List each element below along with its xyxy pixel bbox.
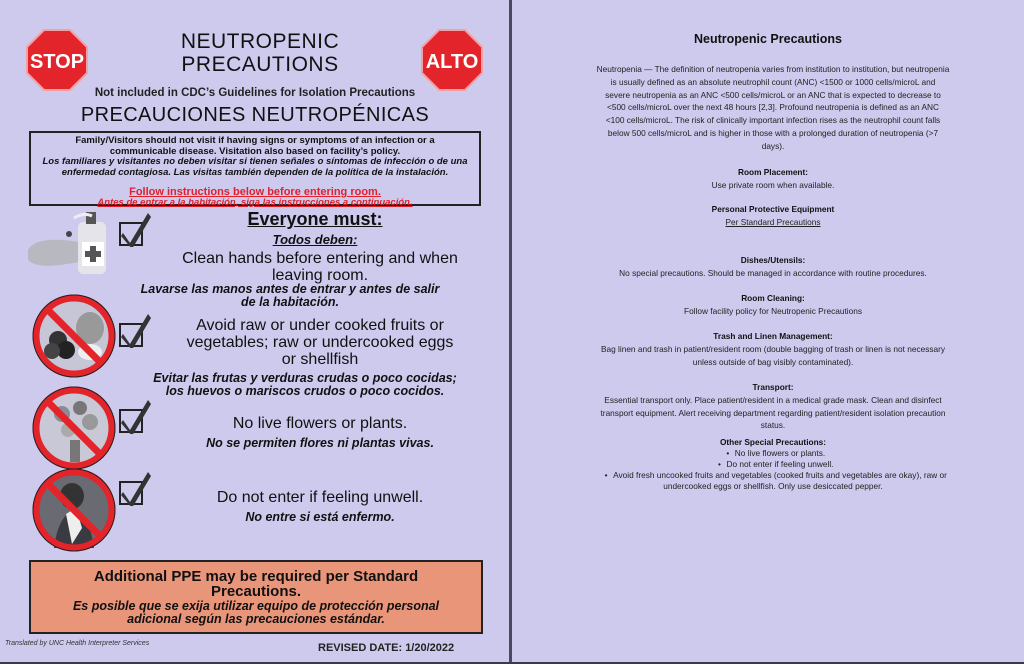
section-heading: Other Special Precautions:	[719, 437, 827, 447]
section-heading: Personal Protective Equipment	[711, 204, 835, 214]
trash-linen-section	[552, 330, 994, 368]
intro-line: <500 cells/microL over the next 48 hours [2,3]. Profound neutropenia is defined as an ANC	[606, 102, 939, 113]
title-line-2: PRECAUTIONS	[181, 53, 339, 76]
poster-title	[130, 30, 390, 76]
bullet-text: Do not enter if feeling unwell.	[726, 459, 834, 469]
instruction-no-flowers	[150, 415, 490, 450]
visitors-es-1: Los familiares y visitantes no deben visitar si tienen señales o síntomas de infección o de una	[42, 156, 468, 167]
instruction-feeling-unwell	[150, 489, 490, 524]
neutropenia-definition	[552, 63, 994, 153]
section-heading: Dishes/Utensils:	[740, 255, 806, 265]
instruction-es: de la habitación.	[241, 295, 339, 309]
stop-sign-text: STOP	[29, 51, 85, 73]
room-cleaning-section	[552, 292, 994, 318]
bullet-continuation: undercooked eggs or shellfish. Only use desiccated pepper.	[663, 481, 883, 491]
checkbox-checked-icon	[118, 211, 154, 247]
additional-ppe-box	[29, 560, 483, 634]
instruction-es: Lavarse las manos antes de entrar y antes de salir	[140, 282, 440, 296]
section-text: Bag linen and trash in patient/resident room (double bagging of trash or linen is not necessary	[600, 343, 946, 354]
title-line-1: NEUTROPENIC	[180, 30, 340, 53]
not-included-note: Not included in CDC’s Guidelines for Isolation Precautions	[94, 87, 416, 99]
section-heading: Transport:	[752, 382, 794, 392]
bullet-item	[552, 459, 994, 470]
intro-line: below 500 cells/microL and is higher in those with a prolonged duration of neutropenia (>7	[607, 127, 939, 138]
no-sick-visitors-icon	[32, 468, 116, 552]
intro-line: is usually defined as an absolute neutrophil count (ANC) <1500 or 1000 cells/microL and	[610, 76, 936, 87]
bullet-item	[552, 448, 994, 459]
instruction-en: or shellfish	[281, 351, 359, 368]
instruction-en: No live flowers or plants.	[232, 415, 408, 432]
instruction-es: los huevos o mariscos crudos o poco cocidos.	[165, 384, 445, 398]
follow-instructions-en: Follow instructions below before entering room.	[129, 186, 381, 198]
ppe-en-2: Precautions.	[210, 583, 302, 600]
other-precautions-section	[552, 437, 994, 492]
bullet-text: Avoid fresh uncooked fruits and vegetables (cooked fruits and vegetables are okay), raw or	[613, 470, 947, 480]
section-text: transport equipment. Alert receiving department regarding patient/resident isolation precaution	[600, 407, 946, 418]
section-text: No special precautions. Should be managed in accordance with routine procedures.	[619, 267, 927, 278]
section-heading: Trash and Linen Management:	[713, 331, 833, 341]
section-heading: Room Placement:	[737, 167, 809, 177]
instruction-es: No entre si está enfermo.	[245, 510, 395, 524]
left-page-poster	[0, 0, 509, 662]
document-title: Neutropenic Precautions	[694, 32, 842, 46]
revised-date: REVISED DATE: 1/20/2022	[318, 642, 455, 654]
visitors-notice-box	[29, 131, 481, 206]
instruction-avoid-raw-food	[150, 317, 490, 368]
intro-line: severe neutropenia as an ANC <500 cells/microL or an ANC that is expected to decrease to	[605, 89, 941, 100]
poster-title-spanish: PRECAUCIONES NEUTROPÉNICAS	[80, 104, 430, 126]
section-text: Essential transport only. Place patient/resident in a medical grade mask. Clean and disinfect	[604, 394, 942, 405]
bullet-icon: •	[726, 448, 730, 458]
instruction-clean-hands	[150, 250, 490, 284]
stop-sign-icon	[26, 29, 88, 91]
checkbox-checked-icon	[118, 398, 154, 434]
section-text: Use private room when available.	[711, 179, 835, 190]
checkbox-checked-icon	[118, 312, 154, 348]
instruction-es: Evitar las frutas y verduras crudas o poco cocidas;	[153, 371, 457, 385]
intro-line: Neutropenia — The definition of neutropenia varies from institution to institution, but neutropenia	[596, 64, 950, 74]
instruction-clean-hands-es	[100, 283, 480, 309]
instruction-en: Clean hands before entering and when	[182, 250, 458, 267]
instruction-es: No se permiten flores ni plantas vivas.	[206, 436, 434, 450]
bullet-icon: •	[604, 470, 608, 480]
right-page-document	[512, 0, 1024, 662]
translated-by-note: Translated by UNC Health Interpreter Services	[5, 640, 150, 647]
visitors-es-2: enfermedad contagiosa. Las visitas también dependen de la política de la instalación.	[61, 166, 449, 178]
instruction-en: leaving room.	[271, 267, 369, 284]
section-text: status.	[760, 420, 786, 431]
checkbox-checked-icon	[118, 470, 154, 506]
transport-section	[552, 381, 994, 432]
intro-line: <100 cells/microL. The risk of clinically important infection rises as the neutrophil count falls	[605, 115, 941, 126]
room-placement-section	[552, 166, 994, 192]
ppe-en-1: Additional PPE may be required per Standard	[93, 568, 419, 585]
ppe-es-1: Es posible que se exija utilizar equipo de protección personal	[72, 599, 440, 613]
ppe-section	[552, 203, 994, 229]
no-flowers-icon	[32, 386, 116, 470]
section-heading: Room Cleaning:	[741, 293, 805, 303]
instruction-avoid-raw-food-es	[120, 372, 490, 398]
instruction-en: Do not enter if feeling unwell.	[216, 489, 424, 506]
alto-sign-text: ALTO	[425, 51, 479, 73]
standard-precautions-link[interactable]: Per Standard Precautions	[725, 216, 821, 227]
bullet-text: No live flowers or plants.	[734, 448, 826, 458]
section-text: unless outside of bag visibly contaminated).	[692, 356, 854, 367]
instruction-en: Avoid raw or under cooked fruits or	[196, 317, 444, 334]
hand-sanitizer-icon	[24, 210, 110, 274]
dishes-section	[552, 254, 994, 280]
intro-line: days).	[761, 140, 785, 151]
bullet-item	[552, 470, 994, 481]
todos-deben-heading: Todos deben:	[272, 232, 358, 247]
alto-sign-icon	[421, 29, 483, 91]
visitors-en-2: communicable disease. Visitation also based on facility’s policy.	[109, 145, 401, 157]
section-text: Follow facility policy for Neutropenic Precautions	[684, 305, 862, 316]
everyone-must-heading: Everyone must:	[247, 209, 383, 229]
follow-instructions-es: Antes de entrar a la habitación, siga las instrucciones a continuación.	[97, 196, 413, 208]
ppe-es-2: adicional según las precauciones estándar.	[127, 612, 385, 626]
instruction-en: vegetables; raw or undercooked eggs	[186, 334, 454, 351]
visitors-en-1: Family/Visitors should not visit if having signs or symptoms of an infection or a	[75, 135, 435, 146]
bullet-icon: •	[718, 459, 721, 469]
